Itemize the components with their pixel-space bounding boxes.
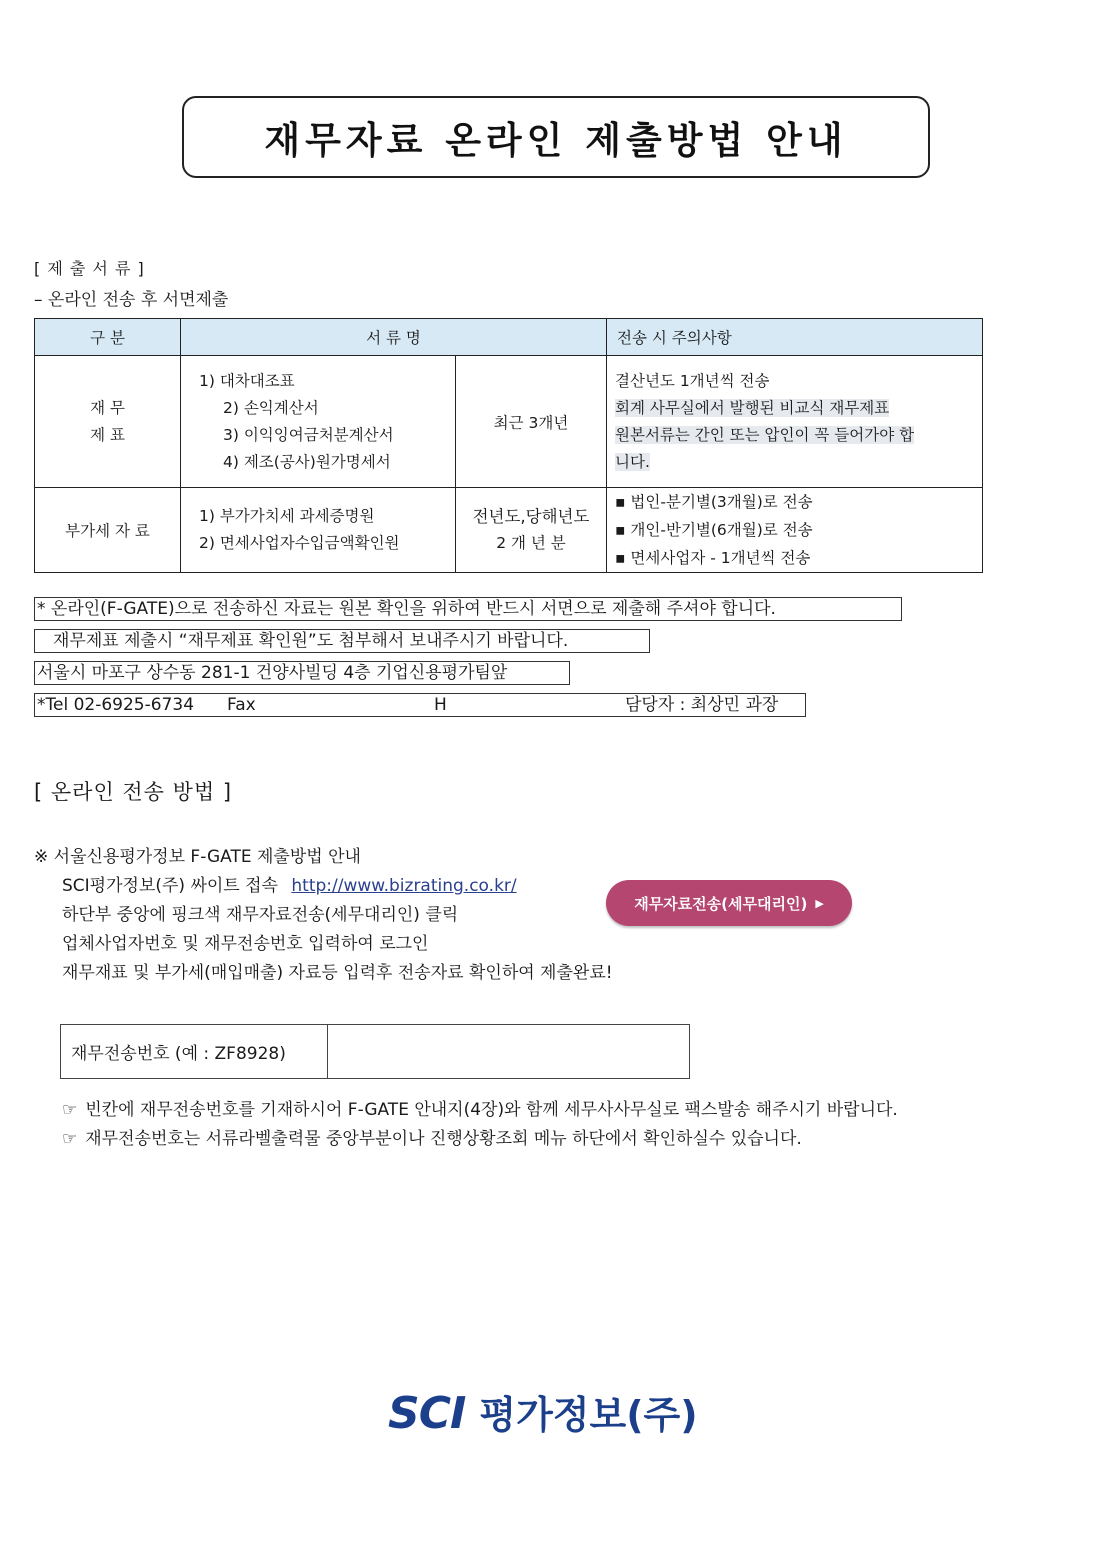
documents-table [34,318,983,573]
note-line: 결산년도 1개년씩 전송 [615,371,770,390]
header-docs: 서 류 명 [181,319,607,356]
period-line: 전년도,당해년도 [472,507,590,526]
doc-item: 2) 손익계산서 [223,398,319,417]
financial-data-transfer-button[interactable] [606,880,852,926]
guide-step-4: 재무재표 및 부가세(매입매출) 자료등 입력후 전송자료 확인하여 제출완료! [62,963,613,983]
row1-docs [181,356,456,488]
note-line: ▪ 면세사업자 - 1개년씩 전송 [615,549,811,567]
guide-step-1 [62,871,517,896]
row2-notes [607,488,983,573]
row1-category-line: 제 표 [90,425,125,444]
transfer-code-label: 재무전송번호 (예 : ZF8928) [61,1025,328,1078]
note-line: 원본서류는 간인 또는 압인이 꼭 들어가야 합 [615,425,915,444]
logo-name: 평가정보(주) [479,1393,698,1437]
note-line: ▪ 법인-분기별(3개월)로 전송 [615,493,813,511]
guide-title: ※ 서울신용평가정보 F-GATE 제출방법 안내 [34,847,361,867]
pointing-hand-icon: ☞ [62,1100,78,1120]
table-header-row [35,319,983,356]
row2-period [456,488,607,573]
row1-category [35,356,181,488]
table-row [35,488,983,573]
guide-step-3: 업체사업자번호 및 재무전송번호 입력하여 로그인 [62,934,429,954]
note-line: 니다. [615,452,650,471]
page-title: 재무자료 온라인 제출방법 안내 [264,119,848,162]
pointing-hand-icon: ☞ [62,1129,78,1149]
transfer-code-box [60,1024,690,1079]
footnote-text: 재무전송번호는 서류라벨출력물 중앙부분이나 진행상황조회 메뉴 하단에서 확인하실수 있습니다. [85,1129,802,1149]
online-heading: [ 온라인 전송 방법 ] [34,780,233,804]
button-label: 재무자료전송(세무대리인) [634,894,808,913]
title-box [182,96,930,178]
doc-item: 2) 면세사업자수입금액확인원 [199,534,400,552]
logo-mark: SCI [388,1388,466,1439]
header-category: 구 분 [35,319,181,356]
sci-logo [388,1384,698,1439]
fax-text: Fax [227,695,256,715]
footnote-text: 빈칸에 재무전송번호를 기재하시어 F-GATE 안내지(4장)와 함께 세무사사무실로 팩스발송 해주시기 바랍니다. [85,1100,898,1120]
row1-category-line: 재 무 [90,398,125,417]
notice-confirmation: 재무제표 제출시 “재무제표 확인원”도 첨부해서 보내주시기 바랍니다. [34,629,650,653]
note-line: 회계 사무실에서 발행된 비교식 재무제표 [615,398,890,417]
notice-contact [34,693,806,717]
footnote [62,1095,898,1120]
row2-category: 부가세 자 료 [35,488,181,573]
table-row [35,356,983,488]
play-arrow-icon: ▶ [815,896,824,910]
doc-item: 4) 제조(공사)원가명세서 [223,452,391,471]
guide-step-2: 하단부 중앙에 핑크색 재무자료전송(세무대리인) 클릭 [62,905,459,925]
doc-item: 1) 대차대조표 [199,371,295,390]
doc-item: 3) 이익잉여금처분계산서 [223,425,394,444]
transfer-code-field[interactable] [328,1025,689,1078]
docs-heading: [ 제 출 서 류 ] [34,259,145,278]
notice-original-required: * 온라인(F-GATE)으로 전송하신 자료는 원본 확인을 위하여 반드시 서면으로 제출해 주셔야 합니다. [34,597,902,621]
period-line: 2 개 년 분 [496,534,566,552]
note-line: ▪ 개인-반기별(6개월)로 전송 [615,521,813,539]
bizrating-link[interactable]: http://www.bizrating.co.kr/ [291,876,517,896]
row1-period: 최근 3개년 [456,356,607,488]
tel-text: *Tel 02-6925-6734 [37,695,195,715]
contact-person: 담당자 : 최상민 과장 [625,695,779,715]
row1-notes [607,356,983,488]
header-notes: 전송 시 주의사항 [607,319,983,356]
notice-address: 서울시 마포구 상수동 281-1 건양사빌딩 4층 기업신용평가팀앞 [34,661,570,685]
step1-text: SCI평가정보(주) 싸이트 접속 [62,876,278,896]
h-text: H [434,695,447,715]
doc-item: 1) 부가가치세 과세증명원 [199,507,375,525]
footnote [62,1124,802,1149]
row2-docs [181,488,456,573]
docs-subheading: – 온라인 전송 후 서면제출 [34,290,229,310]
